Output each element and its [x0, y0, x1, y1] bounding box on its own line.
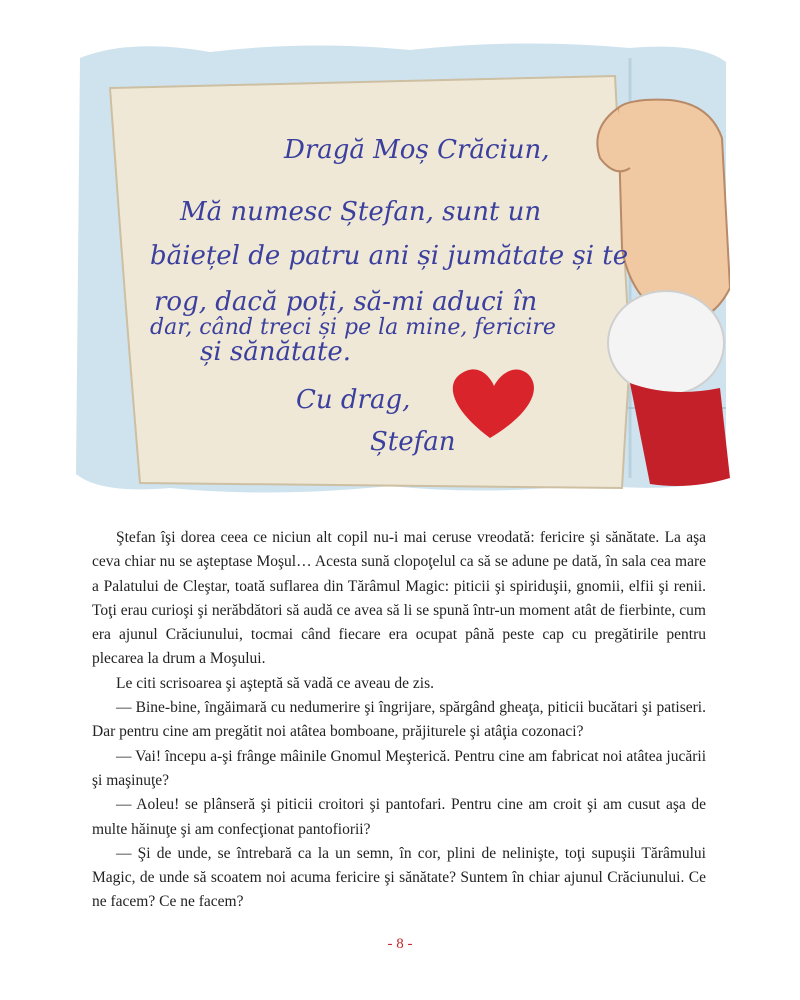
letter-line-6: și sănătate.	[200, 337, 352, 367]
fur-cuff	[608, 291, 724, 395]
letter-line-4: rog, dacă poți, să-mi aduci în	[154, 287, 538, 317]
story-text	[92, 526, 706, 915]
paragraph-4: — Vai! începu a-şi frânge mâinile Gnomul Meşterică. Pentru cine am fabricat noi atâtea jucării şi maşinuţe?	[92, 747, 706, 789]
page-number: - 8 -	[387, 936, 413, 952]
letter-line-5: dar, când treci și pe la mine, fericire	[150, 315, 556, 340]
paragraph-2: Le citi scrisoarea şi aşteptă să vadă ce aveau de zis.	[116, 674, 435, 692]
paragraph-3: — Bine-bine, îngăimară cu nedumerire şi îngrijare, spărgând gheaţa, piticii bucătari şi patiseri. Dar pentru cine am pregătit noi atâtea bomboane, prăjiturele şi atâţia cozonaci?	[92, 699, 706, 741]
letter-line-3: băiețel de patru ani și jumătate și te	[150, 241, 629, 271]
paragraph-5: — Aoleu! se plânseră şi piticii croitori şi pantofari. Pentru cine am croit şi am cusut aşa de multe hăinuţe şi am confecţionat pantofiorii?	[92, 796, 706, 838]
paragraph-6: — Şi de unde, se întrebară ca la un semn, în cor, plini de nelinişte, toţi supuşii Tărâmului Magic, de unde să scoatem noi acuma fericire şi sănătate? Suntem în chiar ajunul Crăciunului. Ce ne facem? Ce ne facem?	[92, 844, 706, 911]
paragraph-1: Ştefan îşi dorea ceea ce niciun alt copil nu-i mai ceruse vreodată: fericire şi sănătate. La aşa ceva chiar nu se aşteptase Moşul… Acesta sună clopoţelul ca să se adune pe dată, în sala cea mare a Palatului de Cleştar, toată suflarea din Tărâmul Magic: piticii şi spiriduşii, gnomii, elfii şi renii. Toţi erau curioşi şi nerăbdători să audă ce avea să li se spună într-un moment atât de fierbinte, cum era ajunul Crăciunului, tocmai când fiecare era ocupat până peste cap cu pregătirile pentru plecarea la drum a Moşului.	[92, 529, 706, 668]
letter-line-1: Dragă Moș Crăciun,	[284, 135, 550, 165]
letter-illustration	[70, 38, 730, 498]
letter-line-7: Cu drag,	[296, 385, 411, 415]
letter-illustration-svg	[70, 38, 730, 498]
letter-signature: Ștefan	[370, 427, 456, 457]
letter-line-2: Mă numesc Ștefan, sunt un	[180, 197, 542, 227]
